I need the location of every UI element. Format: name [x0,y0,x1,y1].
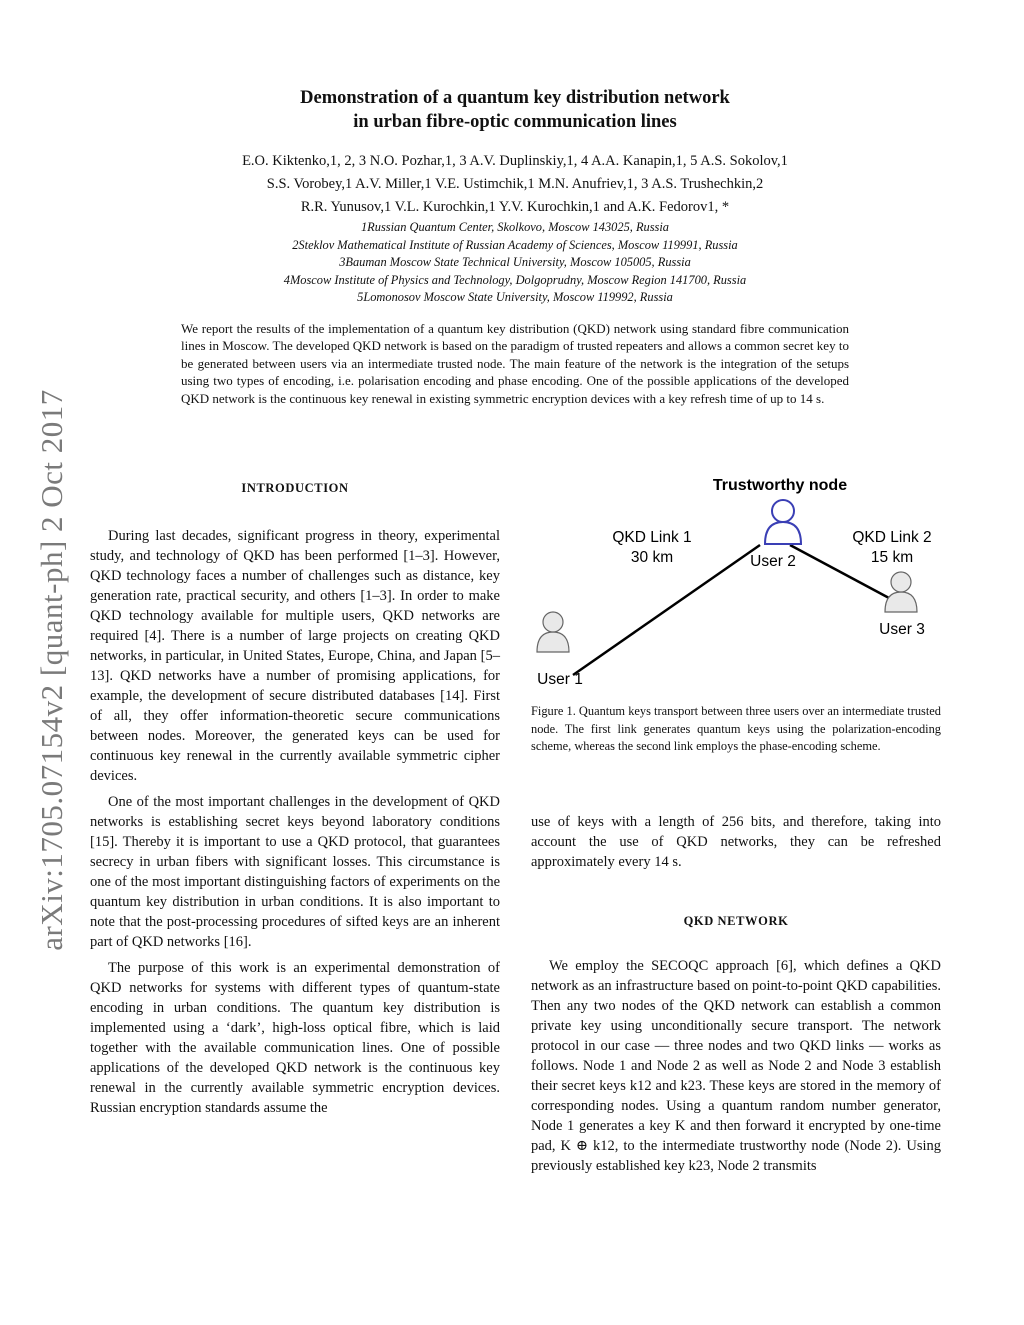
qkd-network-paragraph-1: We employ the SECOQC approach [6], which defines a QKD network as an infrastructure based on point-to-point QKD capabilities. Then any two nodes of the QKD network can establish a common private key using unconditionally secure transport. The network protocol in our case — three nodes and two QKD links — works as follows. Node 1 and Node 2 as well as Node 2 and Node 3 establish their secret keys k12 and k23. These keys are stored in the memory of corresponding nodes. Using a quantum random number generator, Node 1 generates a key K and then forward it encrypted by one-time pad, K ⊕ k12, to the intermediate trustworthy node (Node 2). Using previously established key k23, Node 2 transmits [531,958,941,1174]
title-line-2: in urban fibre-optic communication lines [353,112,677,132]
intro-paragraph-1: During last decades, significant progress in theory, experimental study, and technology of QKD has been performed [1–3]. However, QKD technology faces a number of challenges such as distance, key generation rate, practical security, and others [1–3]. In order to make QKD technology available for multiple users, QKD networks are required [4]. There is a number of large projects on creating QKD networks, in particular, in United States, Europe, China, and Japan [5–13]. QKD networks have a number of promising applications, for example, the development of secure distributed databases [14]. First of all, they offer information-theoretic secure communications between nodes. Moreover, the generated keys can be used for continuous key renewal in the currently available symmetric cipher devices. [90,528,500,784]
trustworthy-node-label: Trustworthy node [712,477,848,494]
user-1-icon [537,612,569,652]
title-line-1: Demonstration of a quantum key distribution network [300,88,730,108]
intro-paragraph-3: The purpose of this work is an experimental demonstration of QKD networks for systems with different types of quantum-state encoding in urban conditions. The quantum key distribution is implemented using a ‘dark’, high-loss optical fibre, which is laid together with the available communication lines. One of possible applications of the developed QKD network is the continuous key renewal in the currently available symmetric encryption devices. Russian encryption standards assume the [90,960,500,1116]
intro-heading: INTRODUCTION [241,481,349,495]
arxiv-id: arXiv:1705.07154v2 [quant-ph] 2 Oct 2017 [34,389,69,951]
author-list [140,150,890,219]
author-line-3: R.R. Yunusov,1 V.L. Kurochkin,1 Y.V. Kurochkin,1 and A.K. Fedorov1, * [300,199,730,215]
right-column [531,956,941,1176]
link-1-distance: 30 km [630,549,674,566]
right-column-continuation [531,812,941,872]
affiliation-1: 1Russian Quantum Center, Skolkovo, Moscow 143025, Russia [360,220,670,234]
user-2-icon [765,500,801,544]
link-2-name: QKD Link 2 [852,529,932,546]
network-figure [525,470,955,695]
paper-title [150,86,880,134]
left-column [90,526,500,1118]
intro-paragraph-2: One of the most important challenges in the development of QKD networks is establishing secret keys beyond laboratory conditions [15]. Thereby it is important to use a QKD protocol, that guarantees secrecy in urban fibers with significant losses. This circumstance is one of the most important distinguishing factors of experiments on the quantum key distribution in urban conditions. It is also important to note that the post-processing procedures of sifted keys are an inherent part of QKD networks [16]. [90,794,500,950]
affiliation-2: 2Steklov Mathematical Institute of Russian Academy of Sciences, Moscow 119991, Russia [292,237,738,252]
figure-caption: Figure 1. Quantum keys transport between three users over an intermediate trusted node. The first link generates quantum keys using the polarization-encoding scheme, whereas the second link employs the phase-encoding scheme. [531,704,941,753]
affiliation-3: 3Bauman Moscow State Technical University, Moscow 105005, Russia [339,255,691,270]
link-1-name: QKD Link 1 [612,529,692,546]
author-line-2: S.S. Vorobey,1 A.V. Miller,1 V.E. Ustimchik,1 M.N. Anufriev,1, 3 A.S. Trushechkin,2 [266,176,764,192]
user-2-label: User 2 [750,553,796,570]
arxiv-sidebar [30,350,74,990]
link-2-distance: 15 km [870,549,914,566]
user-3-label: User 3 [879,621,925,638]
qkd-network-heading: QKD NETWORK [683,914,789,928]
author-line-1: E.O. Kiktenko,1, 2, 3 N.O. Pozhar,1, 3 A.V. Duplinskiy,1, 4 A.A. Kanapin,1, 5 A.S. Sokolov,1 [242,153,788,169]
user-3-icon [885,572,917,612]
abstract: We report the results of the implementation of a quantum key distribution (QKD) network using standard fibre communication lines in Moscow. The developed QKD network is based on the paradigm of trusted repeaters and allows a common secret key to be generated between users via an intermediate trusted node. The main feature of the network is the integration of the setups using two types of encoding, i.e. polarisation encoding and phase encoding. One of the possible applications of the developed QKD network is the continuous key renewal in existing symmetric encryption devices with a key refresh time of up to 14 s. [181,321,849,406]
continuation-paragraph: use of keys with a length of 256 bits, and therefore, taking into account the use of QKD networks, they can be refreshed approximately every 14 s. [531,814,941,870]
user-1-label: User 1 [537,671,583,688]
affiliation-4: 4Moscow Institute of Physics and Technology, Dolgoprudny, Moscow Region 141700, Russia [283,272,747,287]
affiliations [140,219,890,307]
affiliation-5: 5Lomonosov Moscow State University, Moscow 119992, Russia [357,290,673,305]
